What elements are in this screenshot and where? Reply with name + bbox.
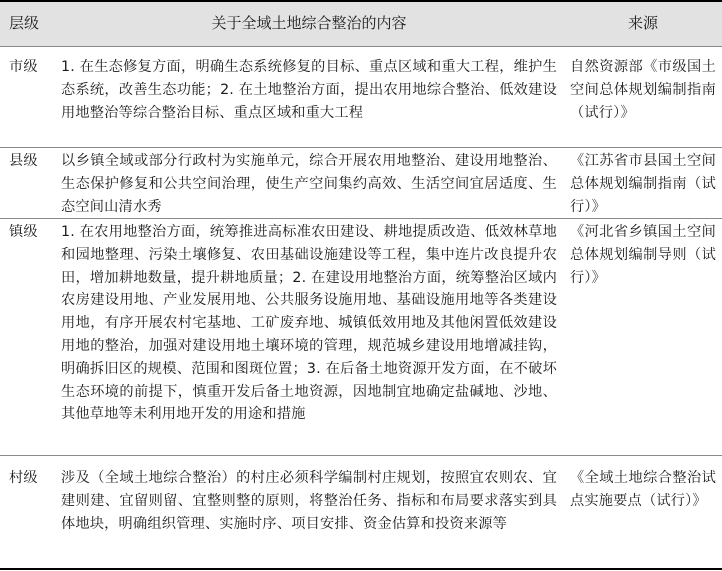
header-content: 关于全域土地综合整治的内容 (211, 14, 407, 32)
table-header-row (0, 0, 722, 46)
row-content: 以乡镇全域或部分行政村为实施单元，综合开展农用地整治、建设用地整治、生态保护修复和公共空间治理，使生产空间集约高效、生活空间宜居适度、生态空间山清水秀 (61, 153, 557, 215)
row-divider (0, 147, 722, 148)
row-level: 市级 (9, 59, 38, 75)
header-rule (0, 46, 722, 47)
row-divider (0, 218, 722, 219)
row-content: 1. 在生态修复方面，明确生态系统修复的目标、重点区域和重大工程，维护生态系统，改善生态功能；2. 在土地整治方面，提出农用地综合整治、低效建设用地整治等综合整治目标、重点区域和重大工程 (61, 59, 557, 121)
row-divider (0, 455, 722, 456)
row-source: 《全域土地综合整治试点实施要点（试行）》 (570, 470, 716, 509)
row-source: 《河北省乡镇国土空间总体规划编制导则（试行）》 (570, 224, 716, 286)
row-content: 涉及（全域土地综合整治）的村庄必须科学编制村庄规划，按照宜农则农、宜建则建、宜留则留、宜整则整的原则，将整治任务、指标和布局要求落实到具体地块，明确组织管理、实施时序、项目安排、资金估算和投资来源等 (61, 470, 557, 532)
row-source: 自然资源部《市级国土空间总体规划编制指南（试行）》 (570, 59, 716, 121)
row-level: 镇级 (9, 224, 38, 240)
top-rule (0, 0, 722, 2)
row-source: 《江苏省市县国土空间总体规划编制指南（试行）》 (570, 153, 716, 215)
bottom-rule (0, 568, 722, 570)
header-source: 来源 (627, 14, 658, 32)
row-level: 县级 (9, 153, 38, 169)
row-level: 村级 (9, 470, 38, 486)
header-level: 层级 (9, 14, 40, 32)
row-content: 1. 在农用地整治方面，统筹推进高标准农田建设、耕地提质改造、低效林草地和园地整理、污染土壤修复、农田基础设施建设等工程，集中连片改良提升农田，增加耕地数量，提升耕地质量；2. 在建设用地整治方面，统筹整治区域内农房建设用地、产业发展用地、公共服务设施用地、基础设施用地等各类建设用地，有序开展农村宅基地、工矿废弃地、城镇低效用地及其他闲置低效建设用地的整治，加强对建设用地土壤环境的管理，规范城乡建设用地增减挂钩，明确拆旧区的规模、范围和图斑位置；3. 在后备土地资源开发方面，在不破坏生态环境的前提下，慎重开发后备土地资源，因地制宜地确定盐碱地、沙地、其他草地等未利用地开发的用途和措施 (61, 224, 557, 423)
